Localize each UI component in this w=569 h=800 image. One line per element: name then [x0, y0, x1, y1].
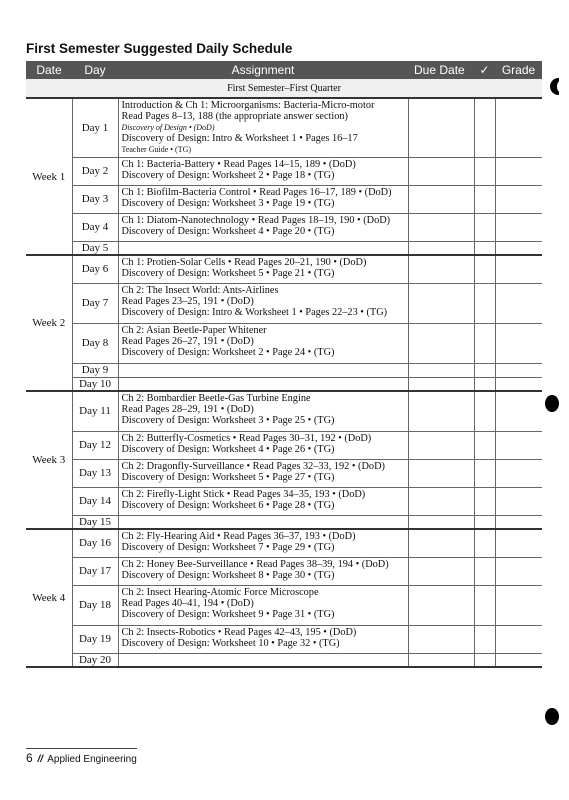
check-cell[interactable] — [474, 625, 495, 653]
assignment-line: Discovery of Design: Worksheet 2 • Page 18 • (TG) — [121, 169, 335, 181]
due-date-cell[interactable] — [408, 557, 474, 585]
table-row — [26, 241, 542, 255]
day-label: Day 4 — [72, 213, 118, 241]
check-cell[interactable] — [474, 529, 495, 557]
assignment-cell — [118, 459, 408, 487]
assignment-line: Discovery of Design: Worksheet 9 • Page 31 • (TG) — [121, 608, 335, 620]
assignment-line: Teacher Guide • (TG) — [121, 145, 192, 154]
due-date-cell[interactable] — [408, 391, 474, 431]
day-label: Day 8 — [72, 323, 118, 363]
header-day: Day — [72, 61, 118, 79]
day-label: Day 13 — [72, 459, 118, 487]
table-row — [26, 487, 542, 515]
day-label: Day 5 — [72, 241, 118, 255]
grade-cell[interactable] — [495, 363, 542, 377]
due-date-cell[interactable] — [408, 431, 474, 459]
grade-cell[interactable] — [495, 241, 542, 255]
day-label: Day 18 — [72, 585, 118, 625]
due-date-cell[interactable] — [408, 625, 474, 653]
week-group — [26, 255, 542, 391]
table-header-row — [26, 61, 542, 79]
grade-cell[interactable] — [495, 487, 542, 515]
due-date-cell[interactable] — [408, 98, 474, 157]
assignment-line: Read Pages 26–27, 191 • (DoD) — [121, 335, 254, 347]
assignment-cell — [118, 98, 408, 157]
due-date-cell[interactable] — [408, 185, 474, 213]
due-date-cell[interactable] — [408, 157, 474, 185]
grade-cell[interactable] — [495, 323, 542, 363]
assignment-line: Ch 1: Bacteria-Battery • Read Pages 14–15, 189 • (DoD) — [121, 158, 356, 170]
check-cell[interactable] — [474, 377, 495, 391]
schedule-table — [26, 61, 542, 668]
due-date-cell[interactable] — [408, 459, 474, 487]
check-cell[interactable] — [474, 653, 495, 667]
table-row — [26, 283, 542, 323]
day-label: Day 9 — [72, 363, 118, 377]
day-label: Day 15 — [72, 515, 118, 529]
assignment-cell — [118, 157, 408, 185]
check-cell[interactable] — [474, 487, 495, 515]
assignment-line: Read Pages 8–13, 188 (the appropriate answer section) — [121, 111, 348, 122]
assignment-line: Ch 1: Protien-Solar Cells • Read Pages 20–21, 190 • (DoD) — [121, 257, 367, 268]
grade-cell[interactable] — [495, 625, 542, 653]
assignment-cell — [118, 323, 408, 363]
assignment-line: Discovery of Design: Worksheet 4 • Page 20 • (TG) — [121, 225, 335, 237]
assignment-line: Discovery of Design: Worksheet 3 • Page 25 • (TG) — [121, 415, 335, 426]
week-label: Week 2 — [26, 255, 72, 391]
assignment-cell — [118, 377, 408, 391]
due-date-cell[interactable] — [408, 377, 474, 391]
assignment-cell — [118, 241, 408, 255]
assignment-cell — [118, 515, 408, 529]
footer-separator: // — [37, 754, 44, 765]
table-row — [26, 625, 542, 653]
due-date-cell[interactable] — [408, 515, 474, 529]
check-cell[interactable] — [474, 98, 495, 157]
table-row — [26, 185, 542, 213]
assignment-cell — [118, 283, 408, 323]
assignment-cell — [118, 653, 408, 667]
grade-cell[interactable] — [495, 255, 542, 283]
check-cell[interactable] — [474, 431, 495, 459]
assignment-line: Discovery of Design: Worksheet 3 • Page 19 • (TG) — [121, 197, 335, 209]
day-label: Day 6 — [72, 255, 118, 283]
check-cell[interactable] — [474, 459, 495, 487]
week-label: Week 1 — [26, 98, 72, 255]
due-date-cell[interactable] — [408, 255, 474, 283]
check-cell[interactable] — [474, 557, 495, 585]
quarter-row — [26, 79, 542, 98]
assignment-line: Discovery of Design: Worksheet 2 • Page 24 • (TG) — [121, 346, 335, 358]
assignment-line: Ch 1: Diatom-Nanotechnology • Read Pages 18–19, 190 • (DoD) — [121, 214, 391, 226]
due-date-cell[interactable] — [408, 653, 474, 667]
table-row — [26, 157, 542, 185]
check-cell[interactable] — [474, 323, 495, 363]
table-row — [26, 98, 542, 157]
day-label: Day 11 — [72, 391, 118, 431]
binder-hole-icon — [545, 708, 559, 725]
day-label: Day 10 — [72, 377, 118, 391]
table-row — [26, 363, 542, 377]
due-date-cell[interactable] — [408, 363, 474, 377]
header-check: ✓ — [474, 61, 495, 79]
check-cell[interactable] — [474, 241, 495, 255]
quarter-label: First Semester–First Quarter — [26, 79, 542, 98]
grade-cell[interactable] — [495, 459, 542, 487]
assignment-line: Ch 2: Firefly-Light Stick • Read Pages 34–35, 193 • (DoD) — [121, 488, 366, 500]
table-row — [26, 255, 542, 283]
assignment-cell — [118, 431, 408, 459]
assignment-line: Read Pages 40–41, 194 • (DoD) — [121, 597, 254, 609]
assignment-cell — [118, 391, 408, 431]
assignment-cell — [118, 255, 408, 283]
week-label: Week 3 — [26, 391, 72, 529]
week-group — [26, 98, 542, 255]
assignment-line: Ch 2: Fly-Hearing Aid • Read Pages 36–37, 193 • (DoD) — [121, 531, 356, 542]
header-assignment: Assignment — [118, 61, 408, 79]
assignment-line: Read Pages 23–25, 191 • (DoD) — [121, 295, 254, 307]
day-label: Day 3 — [72, 185, 118, 213]
day-label: Day 20 — [72, 653, 118, 667]
assignment-line: Ch 2: Butterfly-Cosmetics • Read Pages 30–31, 192 • (DoD) — [121, 432, 372, 444]
assignment-line: Discovery of Design: Worksheet 7 • Page 29 • (TG) — [121, 542, 335, 553]
assignment-line: Ch 2: Asian Beetle-Paper Whitener — [121, 324, 267, 336]
check-cell[interactable] — [474, 585, 495, 625]
check-cell[interactable] — [474, 185, 495, 213]
assignment-line: Ch 2: The Insect World: Ants-Airlines — [121, 284, 279, 296]
day-label: Day 7 — [72, 283, 118, 323]
table-row — [26, 377, 542, 391]
grade-cell[interactable] — [495, 185, 542, 213]
grade-cell[interactable] — [495, 529, 542, 557]
table-row — [26, 431, 542, 459]
header-due-date: Due Date — [408, 61, 474, 79]
assignment-cell — [118, 557, 408, 585]
assignment-line: Ch 2: Insect Hearing-Atomic Force Microscope — [121, 586, 319, 598]
assignment-cell — [118, 585, 408, 625]
grade-cell[interactable] — [495, 157, 542, 185]
assignment-line: Discovery of Design • (DoD) — [121, 123, 215, 132]
header-date: Date — [26, 61, 72, 79]
binder-hole-icon — [550, 78, 559, 95]
assignment-cell — [118, 363, 408, 377]
check-cell[interactable] — [474, 515, 495, 529]
table-row — [26, 653, 542, 667]
due-date-cell[interactable] — [408, 213, 474, 241]
assignment-line: Discovery of Design: Intro & Worksheet 1 • Pages 22–23 • (TG) — [121, 306, 388, 318]
check-cell[interactable] — [474, 363, 495, 377]
assignment-line: Discovery of Design: Worksheet 5 • Page 27 • (TG) — [121, 471, 335, 483]
assignment-cell — [118, 213, 408, 241]
due-date-cell[interactable] — [408, 323, 474, 363]
assignment-line: Ch 2: Dragonfly-Surveillance • Read Pages 32–33, 192 • (DoD) — [121, 460, 385, 472]
due-date-cell[interactable] — [408, 283, 474, 323]
assignment-line: Introduction & Ch 1: Microorganisms: Bacteria-Micro-motor — [121, 100, 375, 111]
week-label: Week 4 — [26, 529, 72, 667]
check-cell[interactable] — [474, 283, 495, 323]
table-row — [26, 529, 542, 557]
due-date-cell[interactable] — [408, 241, 474, 255]
grade-cell[interactable] — [495, 283, 542, 323]
assignment-line: Ch 2: Bombardier Beetle-Gas Turbine Engine — [121, 393, 311, 404]
grade-cell[interactable] — [495, 515, 542, 529]
table-row — [26, 213, 542, 241]
assignment-line: Discovery of Design: Worksheet 5 • Page 21 • (TG) — [121, 268, 335, 279]
check-cell[interactable] — [474, 255, 495, 283]
week-group — [26, 391, 542, 529]
assignment-line: Discovery of Design: Worksheet 6 • Page 28 • (TG) — [121, 499, 335, 511]
day-label: Day 17 — [72, 557, 118, 585]
due-date-cell[interactable] — [408, 585, 474, 625]
day-label: Day 2 — [72, 157, 118, 185]
page-number: 6 — [26, 751, 33, 765]
footer-book-title: Applied Engineering — [47, 754, 137, 765]
assignment-cell — [118, 487, 408, 515]
table-row — [26, 323, 542, 363]
assignment-cell — [118, 625, 408, 653]
grade-cell[interactable] — [495, 98, 542, 157]
assignment-line: Discovery of Design: Worksheet 8 • Page 30 • (TG) — [121, 569, 335, 581]
header-grade: Grade — [495, 61, 542, 79]
table-row — [26, 459, 542, 487]
footer-rule — [26, 748, 137, 749]
assignment-line: Ch 1: Biofilm-Bacteria Control • Read Pages 16–17, 189 • (DoD) — [121, 186, 392, 198]
check-cell[interactable] — [474, 391, 495, 431]
grade-cell[interactable] — [495, 653, 542, 667]
day-label: Day 14 — [72, 487, 118, 515]
grade-cell[interactable] — [495, 557, 542, 585]
assignment-line: Discovery of Design: Intro & Worksheet 1 • Pages 16–17 — [121, 133, 358, 144]
week-group — [26, 529, 542, 667]
grade-cell[interactable] — [495, 391, 542, 431]
page-footer — [26, 751, 137, 765]
assignment-line: Ch 2: Insects-Robotics • Read Pages 42–43, 195 • (DoD) — [121, 626, 357, 638]
table-row — [26, 515, 542, 529]
due-date-cell[interactable] — [408, 529, 474, 557]
day-label: Day 16 — [72, 529, 118, 557]
assignment-line: Discovery of Design: Worksheet 4 • Page 26 • (TG) — [121, 443, 335, 455]
assignment-cell — [118, 529, 408, 557]
binder-hole-icon — [545, 395, 559, 412]
check-cell[interactable] — [474, 213, 495, 241]
table-row — [26, 585, 542, 625]
assignment-line: Ch 2: Honey Bee-Surveillance • Read Pages 38–39, 194 • (DoD) — [121, 558, 389, 570]
due-date-cell[interactable] — [408, 487, 474, 515]
day-label: Day 19 — [72, 625, 118, 653]
assignment-line: Discovery of Design: Worksheet 10 • Page 32 • (TG) — [121, 637, 340, 649]
day-label: Day 1 — [72, 98, 118, 157]
grade-cell[interactable] — [495, 431, 542, 459]
table-row — [26, 391, 542, 431]
assignment-cell — [118, 185, 408, 213]
day-label: Day 12 — [72, 431, 118, 459]
check-cell[interactable] — [474, 157, 495, 185]
grade-cell[interactable] — [495, 213, 542, 241]
grade-cell[interactable] — [495, 377, 542, 391]
table-row — [26, 557, 542, 585]
page-title: First Semester Suggested Daily Schedule — [26, 41, 293, 56]
grade-cell[interactable] — [495, 585, 542, 625]
assignment-line: Read Pages 28–29, 191 • (DoD) — [121, 404, 254, 415]
